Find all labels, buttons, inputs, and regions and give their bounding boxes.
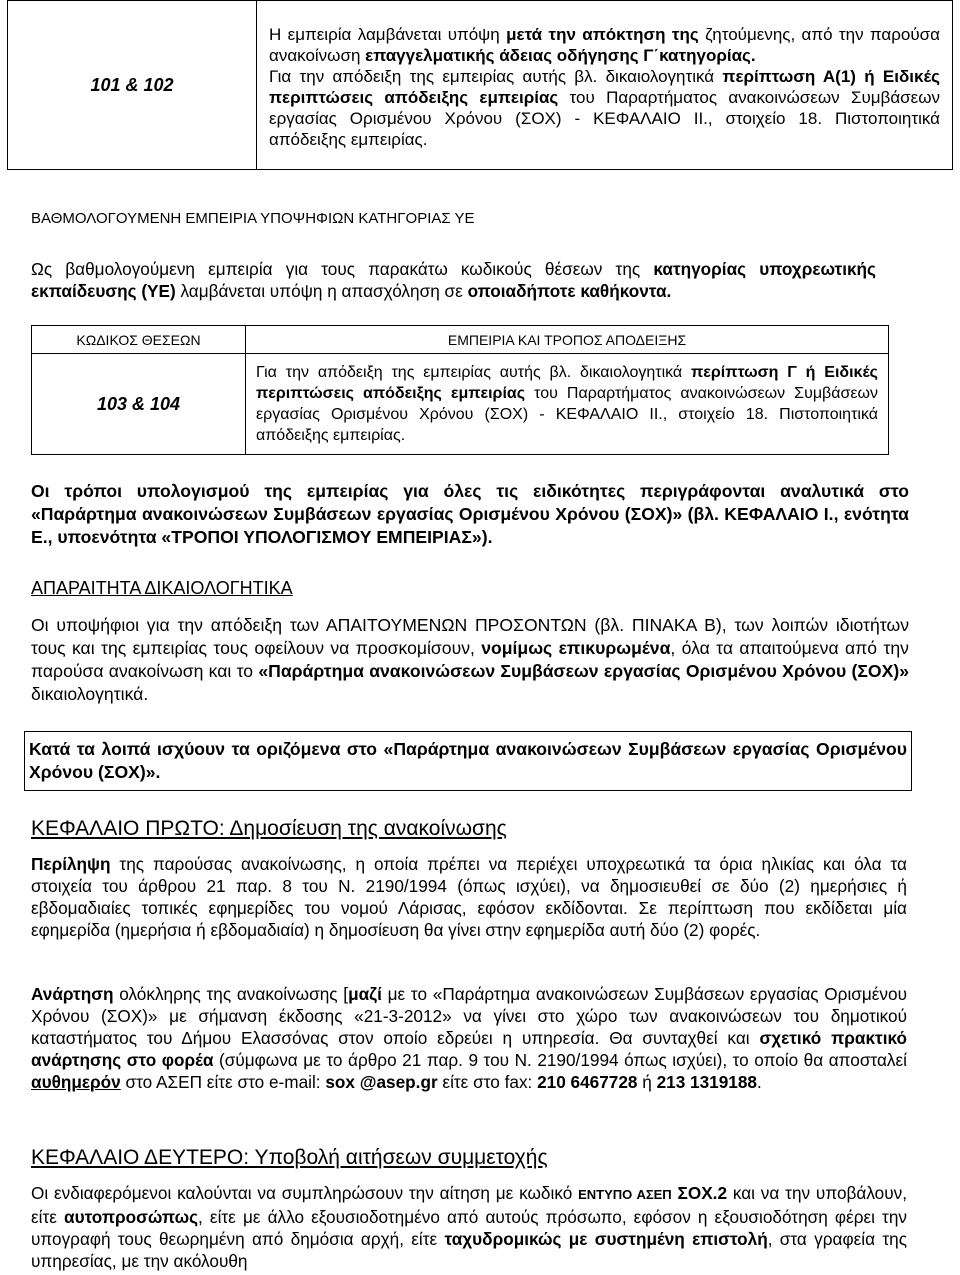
required-documents-heading: ΑΠΑΡΑΙΤΗΤΑ ΔΙΚΑΙΟΛΟΓΗΤΙΚΑ bbox=[31, 578, 293, 598]
bold-run: Περίληψη bbox=[31, 854, 111, 874]
experience-table-ye bbox=[31, 325, 889, 455]
text-run: με το «Παράρτημα ανακοινώσεων Συμβάσεων εργασίας Ορισμένου Χρόνου (ΣΟΧ)» με σήμανση έκδοσης «21-3-2012» να γίνει στο χώρο των ανακοινώσεων του δημοτικού καταστήματος του Δήμου Ελασσόνας στον οποίο εδρεύει η υπηρεσία. Θα συνταχθεί και bbox=[31, 984, 907, 1048]
position-code: 103 & 104 bbox=[96, 393, 181, 414]
required-documents-paragraph bbox=[31, 614, 909, 706]
text-run: (σύμφωνα με το άρθρο 21 παρ. 9 του Ν. 2190/1994 όπως ισχύει), το οποίο θα αποσταλεί bbox=[213, 1050, 907, 1070]
header-label: ΚΩΔΙΚΟΣ ΘΕΣΕΩΝ bbox=[76, 331, 201, 348]
position-code-cell bbox=[32, 354, 246, 455]
text-run: ζητούμενης, από την παρούσα ανακοίνωση bbox=[269, 25, 940, 65]
fax-number: 210 6467728 bbox=[537, 1072, 638, 1092]
bold-run: κατηγορίας υποχρεωτικής εκπαίδευσης (ΥΕ) bbox=[31, 259, 876, 301]
text-run: Οι τρόποι υπολογισμού της εμπειρίας για όλες τις ειδικότητες περιγράφονται αναλυτικά στο «Παράρτημα ανακοινώσεων Συμβάσεων εργασίας Ορισμένου Χρόνου (ΣΟΧ)» (βλ. ΚΕΦΑΛΑΙΟ Ι., ενότητα Ε., υποενότητα «ΤΡΟΠΟΙ ΥΠΟΛΟΓΙΣΜΟΥ ΕΜΠΕΙΡΙΑΣ»). bbox=[31, 481, 909, 547]
bold-run: μετά την απόκτηση της bbox=[506, 25, 699, 44]
bold-run: σχετικό πρακτικό ανάρτησης στο φορέα bbox=[31, 1028, 907, 1070]
text-run: Για την απόδειξη της εμπειρίας αυτής βλ. δικαιολογητικά bbox=[256, 364, 692, 381]
column-header-codes bbox=[32, 326, 246, 354]
text-run: Η εμπειρία λαμβάνεται υπόψη bbox=[269, 25, 507, 44]
text-run: ή bbox=[637, 1072, 657, 1092]
position-code-cell bbox=[8, 1, 257, 170]
text-run: λαμβάνεται υπόψη η απασχόληση σε bbox=[175, 281, 468, 301]
text-run: του Παραρτήματος ανακοινώσεων Συμβάσεων εργασίας Ορισμένου Χρόνου (ΣΟΧ) - ΚΕΦΑΛΑΙΟ ΙΙ., στοιχείο 18. Πιστοποιητικά απόδειξης εμπειρίας. bbox=[269, 88, 940, 149]
text-run: . bbox=[756, 1072, 762, 1092]
experience-description-cell bbox=[246, 354, 889, 455]
text-run: δικαιολογητικά. bbox=[31, 684, 149, 704]
text-run: Ως βαθμολογούμενη εμπειρία για τους παρακάτω κωδικούς θέσεων της bbox=[31, 259, 654, 279]
text-run: , όλα τα απαιτούμενα από την παρούσα ανακοίνωση και το bbox=[31, 638, 909, 681]
experience-description-cell bbox=[257, 1, 953, 170]
bold-run: ταχυδρομικώς με συστημένη επιστολή bbox=[444, 1229, 768, 1249]
text-run: είτε στο fax: bbox=[437, 1072, 538, 1092]
position-code: 101 & 102 bbox=[90, 74, 174, 95]
bold-run: Ανάρτηση bbox=[31, 984, 114, 1004]
bold-run: μαζί bbox=[348, 984, 382, 1004]
text-run: της παρούσας ανακοίνωσης, η οποία πρέπει να περιέχει υποχρεωτικά τα όρια ηλικίας και όλα τα στοιχεία του άρθρου 21 παρ. 8 του Ν. 2190/1994 (όπως ισχύει), να δημοσιευθεί σε δύο (2) ημερήσιες ή εβδομαδιαίες τοπικές εφημερίδες του νομού Λάρισας, εφόσον εκδίδονται. Σε περίπτωση που εκδίδεται μία εφημερίδα (ημερήσια ή εβδομαδιαία) η δημοσίευση θα γίνει στην εφημερίδα αυτή δύο (2) φορές. bbox=[31, 854, 907, 940]
text-run: του Παραρτήματος ανακοινώσεων Συμβάσεων εργασίας Ορισμένου Χρόνου (ΣΟΧ) - ΚΕΦΑΛΑΙΟ ΙΙ., στοιχείο 18. Πιστοποιητικά απόδειξης εμπειρίας. bbox=[256, 385, 878, 444]
experience-proof-text bbox=[269, 66, 940, 150]
text-run: ολόκληρης της ανακοίνωσης [ bbox=[113, 984, 349, 1004]
bold-run: περίπτωση Γ ή Ειδικές περιπτώσεις απόδειξης εμπειρίας bbox=[256, 364, 878, 402]
form-code: ΣΟΧ.2 bbox=[671, 1183, 728, 1203]
boxed-note bbox=[24, 731, 912, 791]
form-code-prefix: ΕΝΤΥΠΟ ΑΣΕΠ bbox=[578, 1187, 672, 1202]
calculation-note bbox=[31, 480, 909, 549]
email-address[interactable]: sox @asep.gr bbox=[325, 1072, 438, 1092]
bold-run: περίπτωση Α(1) ή Ειδικές περιπτώσεις απόδειξης εμπειρίας bbox=[269, 67, 941, 107]
chapter-two-paragraph bbox=[31, 1182, 907, 1272]
bold-run: «Παράρτημα ανακοινώσεων Συμβάσεων εργασίας Ορισμένου Χρόνου (ΣΟΧ)» bbox=[258, 661, 909, 681]
header-label: ΕΜΠΕΙΡΙΑ ΚΑΙ ΤΡΟΠΟΣ ΑΠΟΔΕΙΞΗΣ bbox=[447, 331, 687, 348]
chapter-two-title: ΚΕΦΑΛΑΙΟ ΔΕΥΤΕΡΟ: Υποβολή αιτήσεων συμμετοχής bbox=[31, 1146, 548, 1169]
bold-run: αυθημερόν bbox=[31, 1072, 121, 1092]
chapter-one-posting-paragraph bbox=[31, 983, 907, 1093]
text-run: Κατά τα λοιπά ισχύουν τα οριζόμενα στο «Παράρτημα ανακοινώσεων Συμβάσεων εργασίας Ορισμένου Χρόνου (ΣΟΧ)». bbox=[29, 739, 907, 782]
chapter-one-title: ΚΕΦΑΛΑΙΟ ΠΡΩΤΟ: Δημοσίευση της ανακοίνωσης bbox=[31, 817, 507, 840]
bold-run: αυτοπροσώπως bbox=[64, 1207, 199, 1227]
text-run: Για την απόδειξη της εμπειρίας αυτής βλ. δικαιολογητικά bbox=[269, 67, 723, 86]
column-header-experience bbox=[246, 326, 889, 354]
text-run: στο ΑΣΕΠ είτε στο e-mail: bbox=[120, 1072, 326, 1092]
chapter-one-summary-paragraph bbox=[31, 853, 907, 941]
text-run: Οι ενδιαφερόμενοι καλούνται να συμπληρώσουν την αίτηση με κωδικό bbox=[31, 1183, 579, 1203]
text-run: και να την υποβάλουν, είτε bbox=[31, 1183, 907, 1227]
experience-condition-text bbox=[269, 24, 940, 66]
fax-number: 213 1319188 bbox=[656, 1072, 757, 1092]
ye-experience-heading: ΒΑΘΜΟΛΟΓΟΥΜΕΝΗ ΕΜΠΕΙΡΙΑ ΥΠΟΨΗΦΙΩΝ ΚΑΤΗΓΟΡΙΑΣ ΥΕ bbox=[31, 210, 475, 227]
bold-run: νομίμως επικυρωμένα bbox=[481, 638, 671, 658]
text-run: , είτε με άλλο εξουσιοδοτημένο από αυτούς πρόσωπο, εφόσον η εξουσιοδότηση φέρει την υπογραφή τους θεωρημένη από δημόσια αρχή, είτε bbox=[31, 1207, 907, 1249]
text-run: Οι υποψήφιοι για την απόδειξη των ΑΠΑΙΤΟΥΜΕΝΩΝ ΠΡΟΣΟΝΤΩΝ (βλ. ΠΙΝΑΚΑ Β), των λοιπών ιδιοτήτων τους και της εμπειρίας τους οφείλουν να προσκομίσουν, bbox=[31, 615, 909, 658]
bold-run: επαγγελματικής άδειας οδήγησης Γ΄κατηγορίας. bbox=[365, 46, 756, 65]
text-run: , στα γραφεία της υπηρεσίας, με την ακόλουθη bbox=[31, 1229, 907, 1271]
experience-table-101-102 bbox=[7, 0, 953, 170]
bold-run: οποιαδήποτε καθήκοντα. bbox=[467, 281, 672, 301]
ye-intro-paragraph bbox=[31, 258, 876, 302]
